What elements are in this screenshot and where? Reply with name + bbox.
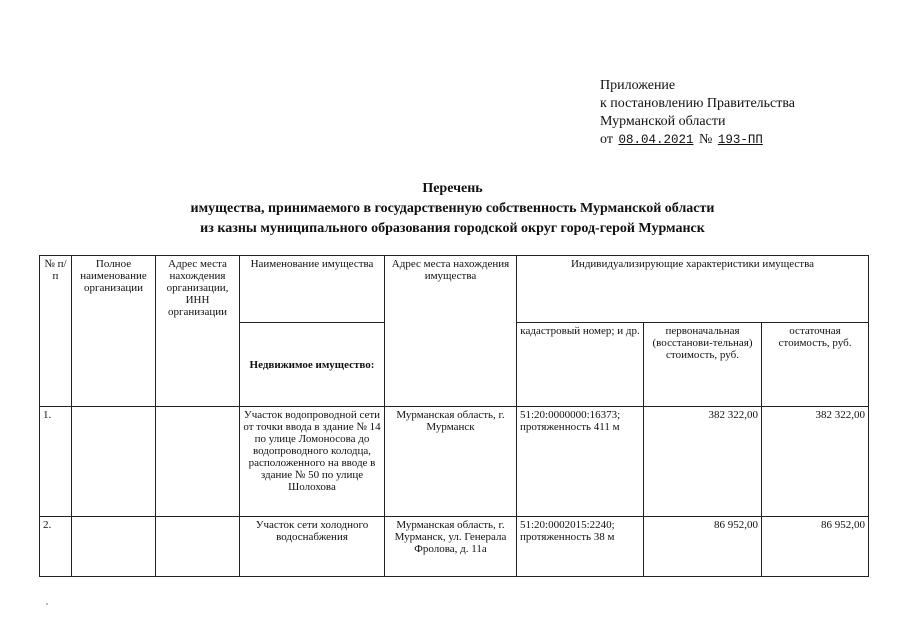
row-num: 2. — [40, 517, 72, 577]
row-property-name: Участок водопроводной сети от точки ввода в здание № 14 по улице Ломоносова до водопроводного колодца, расположенного на вводе в здание № 50 по улице Шолохова — [240, 407, 385, 517]
header-property-address: Адрес места нахождения имущества — [385, 256, 517, 407]
row-initial-cost: 382 322,00 — [644, 407, 762, 517]
header-org-name: Полное наименование организации — [72, 256, 156, 407]
row-org-address — [156, 407, 240, 517]
decree-date: 08.04.2021 — [618, 133, 694, 147]
annex-line-1: Приложение — [600, 78, 676, 93]
row-property-address: Мурманская область, г. Мурманск — [385, 407, 517, 517]
row-property-name: Участок сети холодного водоснабжения — [240, 517, 385, 577]
header-cadastral: кадастровый номер; и др. — [517, 323, 644, 407]
annex-line-2: к постановлению Правительства — [600, 96, 796, 111]
header-num: № п/п — [40, 256, 72, 407]
row-initial-cost: 86 952,00 — [644, 517, 762, 577]
section-label: Недвижимое имущество: — [240, 323, 385, 407]
from-label: от — [600, 132, 613, 147]
title-line-2: имущества, принимаемого в государственную собственность Мурманской области — [190, 201, 715, 216]
number-label: № — [698, 132, 713, 147]
row-residual-cost: 382 322,00 — [762, 407, 869, 517]
decree-number: 193-ПП — [717, 133, 763, 147]
row-org-name — [72, 407, 156, 517]
row-property-address: Мурманская область, г. Мурманск, ул. Генерала Фролова, д. 11а — [385, 517, 517, 577]
row-residual-cost: 86 952,00 — [762, 517, 869, 577]
row-org-address — [156, 517, 240, 577]
annex-line-3: Мурманской области — [600, 114, 726, 129]
row-num: 1. — [40, 407, 72, 517]
annex-block — [600, 77, 795, 149]
header-characteristics: Индивидуализирующие характеристики имущества — [517, 256, 869, 323]
header-row — [40, 256, 869, 323]
title-line-1: Перечень — [422, 181, 483, 196]
scan-speck — [46, 603, 48, 605]
header-residual-cost: остаточная стоимость, руб. — [762, 323, 869, 407]
row-org-name — [72, 517, 156, 577]
property-table — [39, 255, 869, 577]
row-cadastral: 51:20:0002015:2240; протяженность 38 м — [517, 517, 644, 577]
table-row — [40, 517, 869, 577]
table-row — [40, 407, 869, 517]
row-cadastral: 51:20:0000000:16373; протяженность 411 м — [517, 407, 644, 517]
header-initial-cost: первоначальная (восстанови-тельная) стоимость, руб. — [644, 323, 762, 407]
document-title — [0, 179, 905, 239]
header-property-name: Наименование имущества — [240, 256, 385, 323]
annex-date-line — [600, 131, 795, 149]
title-line-3: из казны муниципального образования городской округ город-герой Мурманск — [200, 221, 705, 236]
header-org-address: Адрес места нахождения организации, ИНН организации — [156, 256, 240, 407]
